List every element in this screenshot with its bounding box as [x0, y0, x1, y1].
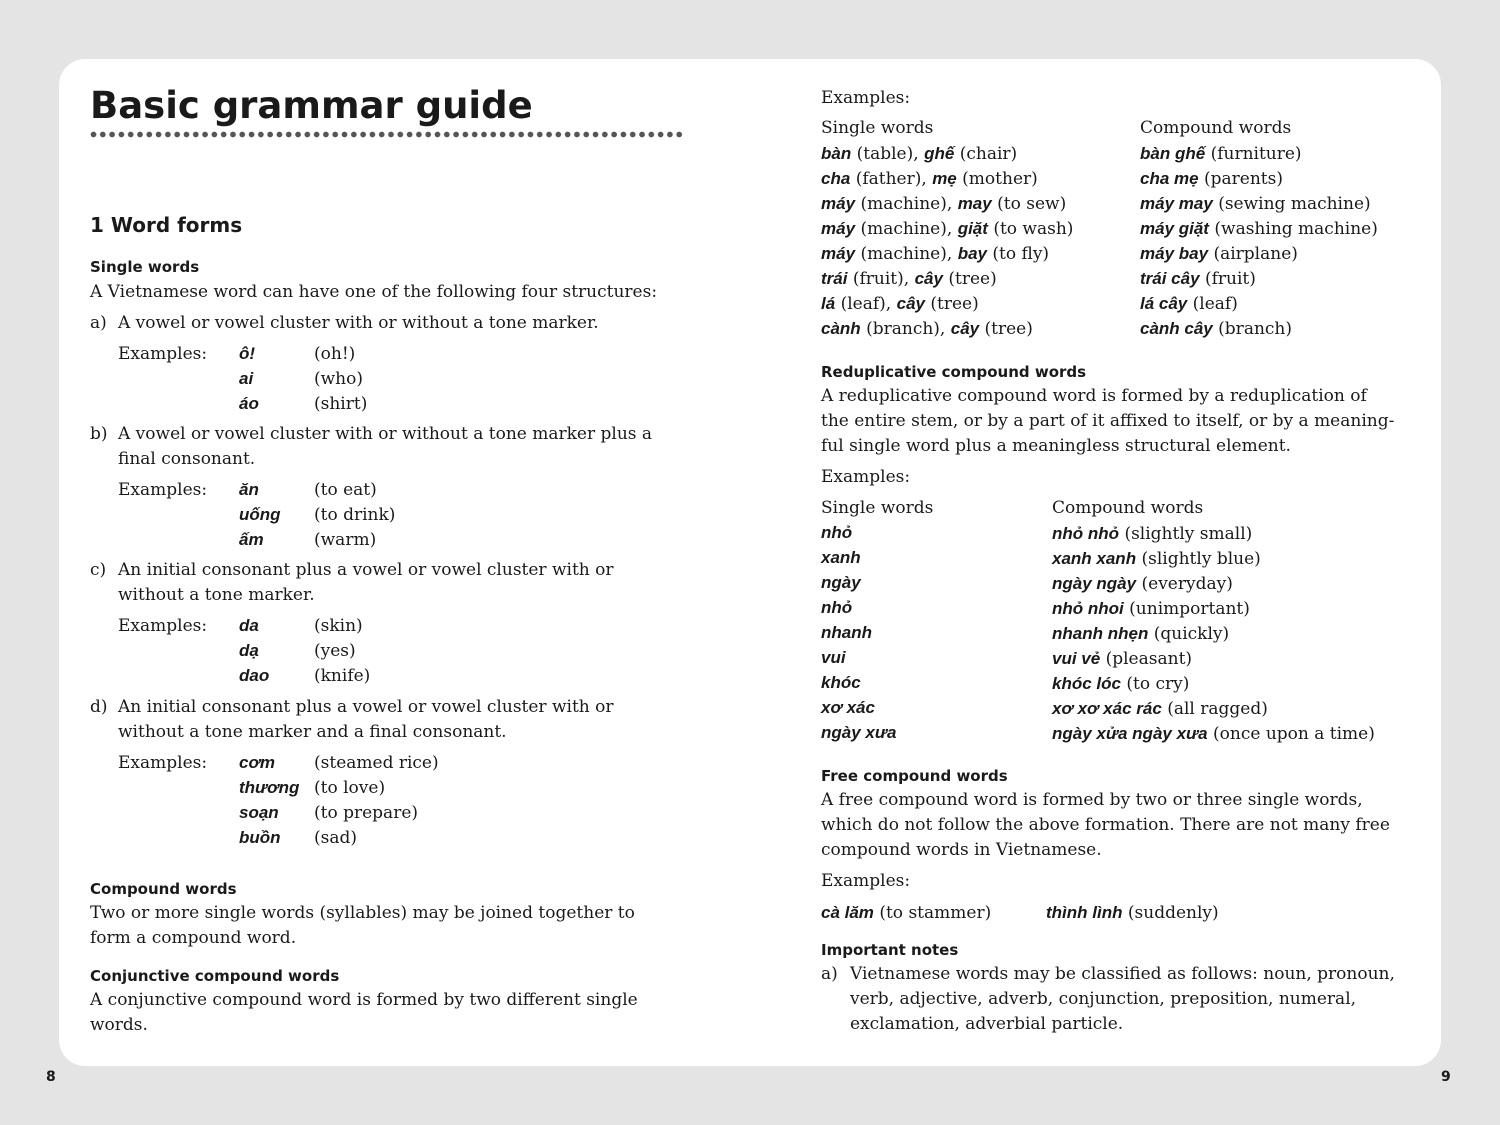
structure-line: An initial consonant plus a vowel or vowel cluster with or [118, 560, 614, 580]
conj-compound-cell: trái cây (fruit) [1140, 269, 1256, 289]
examples-label: Examples: [118, 753, 208, 773]
free-line: A free compound word is formed by two or three single words, [821, 790, 1363, 810]
free-example: cà lăm (to stammer) [821, 903, 992, 923]
example-word: ô! [239, 344, 256, 363]
redup-single-word: ngày [821, 573, 861, 592]
examples-label: Examples: [118, 480, 208, 500]
example-word: áo [239, 394, 259, 413]
redup-line: the entire stem, or by a part of it affixed to itself, or by a meaning- [821, 411, 1395, 431]
free-line: compound words in Vietnamese. [821, 840, 1102, 860]
conj-header-compound: Compound words [1140, 118, 1292, 138]
conj-single-cell: cành (branch), cây (tree) [821, 319, 1033, 339]
redup-line: ful single word plus a meaningless structural element. [821, 436, 1291, 456]
conj-compound-cell: lá cây (leaf) [1140, 294, 1238, 314]
example-word: da [239, 616, 259, 635]
structure-letter: c) [90, 560, 107, 580]
example-meaning: (shirt) [314, 394, 368, 414]
conj-header-single: Single words [821, 118, 934, 138]
redup-compound-cell: vui vẻ (pleasant) [1052, 649, 1193, 669]
compound-words-line: form a compound word. [90, 928, 297, 948]
conjunctive-heading: Conjunctive compound words [90, 967, 340, 985]
example-word: ăn [239, 480, 259, 499]
conj-single-cell: trái (fruit), cây (tree) [821, 269, 997, 289]
single-words-heading: Single words [90, 258, 200, 276]
structure-line: without a tone marker and a final consonant. [118, 722, 507, 742]
page-title: Basic grammar guide [90, 84, 533, 127]
redup-compound-cell: xanh xanh (slightly blue) [1052, 549, 1261, 569]
redup-single-word: vui [821, 648, 846, 667]
example-word: cơm [239, 753, 275, 772]
redup-compound-cell: nhỏ nhỏ (slightly small) [1052, 524, 1253, 544]
redup-single-word: xơ xác [821, 698, 875, 717]
redup-single-word: nhanh [821, 623, 872, 642]
example-word: dao [239, 666, 270, 685]
examples-label: Examples: [118, 344, 208, 364]
structure-line: A vowel or vowel cluster with or without a tone marker. [118, 313, 599, 333]
example-meaning: (to love) [314, 778, 386, 798]
example-meaning: (who) [314, 369, 363, 389]
example-word: buồn [239, 828, 281, 847]
redup-compound-cell: nhanh nhẹn (quickly) [1052, 624, 1230, 644]
redup-single-word: khóc [821, 673, 861, 692]
conj-compound-cell: bàn ghế (furniture) [1140, 144, 1302, 164]
free-heading: Free compound words [821, 767, 1008, 785]
conj-single-cell: bàn (table), ghế (chair) [821, 144, 1018, 164]
conj-compound-cell: máy bay (airplane) [1140, 244, 1298, 264]
redup-compound-cell: khóc lóc (to cry) [1052, 674, 1190, 694]
conj-single-cell: máy (machine), may (to sew) [821, 194, 1067, 214]
redup-header-single: Single words [821, 498, 934, 518]
notes-heading: Important notes [821, 941, 959, 959]
redup-header-compound: Compound words [1052, 498, 1204, 518]
redup-single-word: nhỏ [821, 598, 853, 617]
redup-compound-cell: ngày xửa ngày xưa (once upon a time) [1052, 724, 1375, 744]
redup-compound-cell: ngày ngày (everyday) [1052, 574, 1233, 594]
compound-words-heading: Compound words [90, 880, 237, 898]
structure-line: final consonant. [118, 449, 256, 469]
conj-single-cell: máy (machine), giặt (to wash) [821, 219, 1074, 239]
structure-line: A vowel or vowel cluster with or without a tone marker plus a [118, 424, 653, 444]
conj-single-cell: lá (leaf), cây (tree) [821, 294, 979, 314]
redup-compound-cell: nhỏ nhoi (unimportant) [1052, 599, 1250, 619]
example-meaning: (knife) [314, 666, 371, 686]
compound-words-line: Two or more single words (syllables) may be joined together to [90, 903, 635, 923]
structure-letter: a) [90, 313, 107, 333]
notes-line: exclamation, adverbial particle. [850, 1014, 1124, 1034]
examples-label: Examples: [821, 88, 911, 108]
free-line: which do not follow the above formation. There are not many free [821, 815, 1390, 835]
conj-compound-cell: cha mẹ (parents) [1140, 169, 1283, 189]
notes-letter: a) [821, 964, 838, 984]
single-words-intro: A Vietnamese word can have one of the following four structures: [90, 282, 658, 302]
free-examples-label: Examples: [821, 871, 911, 891]
conj-compound-cell: máy giặt (washing machine) [1140, 219, 1378, 239]
conj-single-cell: máy (machine), bay (to fly) [821, 244, 1050, 264]
example-word: uống [239, 505, 281, 524]
example-meaning: (oh!) [314, 344, 356, 364]
examples-label: Examples: [118, 616, 208, 636]
conjunctive-line: A conjunctive compound word is formed by two different single [90, 990, 638, 1010]
example-word: ấm [239, 530, 264, 549]
section-heading: 1 Word forms [90, 213, 243, 237]
example-meaning: (yes) [314, 641, 356, 661]
page-number-right: 9 [1441, 1069, 1451, 1085]
example-meaning: (skin) [314, 616, 363, 636]
example-meaning: (sad) [314, 828, 358, 848]
notes-line: verb, adjective, adverb, conjunction, preposition, numeral, [850, 989, 1357, 1009]
conj-compound-cell: cành cây (branch) [1140, 319, 1292, 339]
conj-single-cell: cha (father), mẹ (mother) [821, 169, 1038, 189]
example-word: ai [239, 369, 254, 388]
example-word: thương [239, 778, 300, 797]
notes-line: Vietnamese words may be classified as follows: noun, pronoun, [850, 964, 1395, 984]
structure-line: An initial consonant plus a vowel or vowel cluster with or [118, 697, 614, 717]
redup-compound-cell: xơ xơ xác rác (all ragged) [1052, 699, 1268, 719]
example-meaning: (to eat) [314, 480, 377, 500]
redup-single-word: xanh [821, 548, 861, 567]
example-meaning: (warm) [314, 530, 377, 550]
title-dotted-rule [90, 131, 682, 139]
example-meaning: (to prepare) [314, 803, 419, 823]
redup-single-word: nhỏ [821, 523, 853, 542]
example-word: dạ [239, 641, 259, 660]
redup-line: A reduplicative compound word is formed by a reduplication of [821, 386, 1367, 406]
redup-heading: Reduplicative compound words [821, 363, 1087, 381]
example-word: soạn [239, 803, 279, 822]
structure-line: without a tone marker. [118, 585, 315, 605]
redup-examples-label: Examples: [821, 467, 911, 487]
structure-letter: b) [90, 424, 108, 444]
structure-letter: d) [90, 697, 108, 717]
page-number-left: 8 [46, 1069, 56, 1085]
free-example: thình lình (suddenly) [1046, 903, 1219, 923]
conjunctive-line: words. [90, 1015, 148, 1035]
example-meaning: (steamed rice) [314, 753, 439, 773]
example-meaning: (to drink) [314, 505, 396, 525]
redup-single-word: ngày xưa [821, 723, 897, 742]
conj-compound-cell: máy may (sewing machine) [1140, 194, 1371, 214]
